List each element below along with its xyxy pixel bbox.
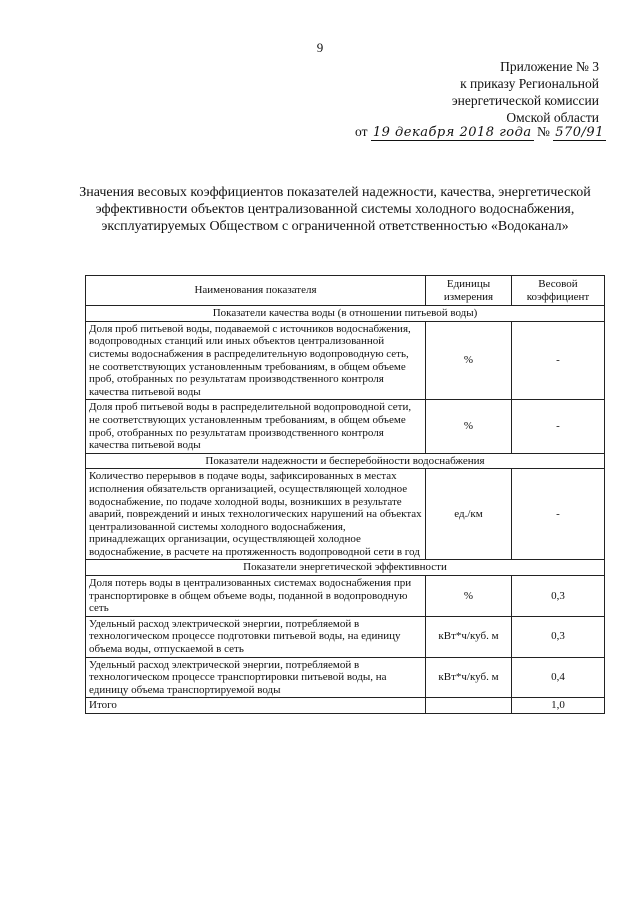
indicator-unit: кВт*ч/куб. м xyxy=(426,657,512,698)
section-row xyxy=(86,560,605,576)
indicator-unit: % xyxy=(426,400,512,453)
total-weight: 1,0 xyxy=(512,698,605,714)
header-name: Наименования показателя xyxy=(86,276,426,306)
header-unit: Единицы измерения xyxy=(426,276,512,306)
document-title: Значения весовых коэффициентов показателей надежности, качества, энергетической эффективности объектов централизованной системы холодного водоснабжения, эксплуатируемых Обществом с ограниченной ответственностью «Водоканал» xyxy=(79,185,591,234)
section-row xyxy=(86,306,605,322)
date-prefix: от xyxy=(355,124,368,139)
section-title: Показатели качества воды (в отношении питьевой воды) xyxy=(86,306,605,322)
indicator-weight: 0,3 xyxy=(512,576,605,617)
indicator-weight: - xyxy=(512,400,605,453)
total-unit xyxy=(426,698,512,714)
table-row xyxy=(86,657,605,698)
section-row xyxy=(86,453,605,469)
total-label: Итого xyxy=(86,698,426,714)
total-row xyxy=(86,698,605,714)
indicator-unit: ед./км xyxy=(426,469,512,560)
indicator-name: Удельный расход электрической энергии, потребляемой в технологическом процессе транспортировки питьевой воды, на единицу объема транспортируемой воды xyxy=(86,657,426,698)
indicator-unit: % xyxy=(426,321,512,400)
order-date-number xyxy=(355,124,615,140)
indicator-name: Доля проб питьевой воды, подаваемой с источников водоснабжения, водопроводных станций или иных объектов централизованной системы водоснабжения в распределительную водопроводную сеть, не соответствующих установленным требованиям, в общем объеме проб, отобранных по результатам производственного контроля качества питьевой воды xyxy=(86,321,426,400)
indicators-table xyxy=(85,275,605,714)
handwritten-date: 19 декабря 2018 года xyxy=(372,125,532,140)
number-prefix: № xyxy=(536,124,550,139)
table-row xyxy=(86,469,605,560)
section-title: Показатели надежности и бесперебойности водоснабжения xyxy=(86,453,605,469)
table-row xyxy=(86,321,605,400)
indicator-weight: - xyxy=(512,321,605,400)
indicator-name: Доля проб питьевой воды в распределительной водопроводной сети, не соответствующих установленным требованиям, в общем объеме проб, отобранных по результатам производственного контроля качества питьевой воды xyxy=(86,400,426,453)
table-row xyxy=(86,400,605,453)
appendix-line: энергетической комиссии xyxy=(451,93,599,108)
table-row xyxy=(86,576,605,617)
page-number: 9 xyxy=(316,40,324,55)
indicator-name: Удельный расход электрической энергии, потребляемой в технологическом процессе подготовки питьевой воды, на единицу объема воды, отпускаемой в сеть xyxy=(86,616,426,657)
handwritten-number: 570/91 xyxy=(555,125,604,140)
appendix-header xyxy=(452,58,599,126)
table-header-row xyxy=(86,276,605,306)
section-title: Показатели энергетической эффективности xyxy=(86,560,605,576)
table-row xyxy=(86,616,605,657)
indicator-name: Количество перерывов в подаче воды, зафиксированных в местах исполнения обязательств организацией, осуществляющей холодное водоснабжение, по подаче холодной воды, возникших в результате аварий, повреждений и иных технологических нарушений на объектах централизованной системы холодного водоснабжения, принадлежащих организации, осуществляющей холодное водоснабжение, в расчете на протяженность водопроводной сети в год xyxy=(86,469,426,560)
indicator-weight: 0,3 xyxy=(512,616,605,657)
header-weight: Весовой коэффициент xyxy=(512,276,605,306)
indicator-weight: - xyxy=(512,469,605,560)
indicator-weight: 0,4 xyxy=(512,657,605,698)
indicator-unit: кВт*ч/куб. м xyxy=(426,616,512,657)
appendix-line: к приказу Региональной xyxy=(460,76,599,91)
appendix-line: Приложение № 3 xyxy=(500,59,599,74)
indicator-unit: % xyxy=(426,576,512,617)
appendix-line: Омской области xyxy=(506,110,599,125)
indicator-name: Доля потерь воды в централизованных системах водоснабжения при транспортировке в общем объеме воды, поданной в водопроводную сеть xyxy=(86,576,426,617)
